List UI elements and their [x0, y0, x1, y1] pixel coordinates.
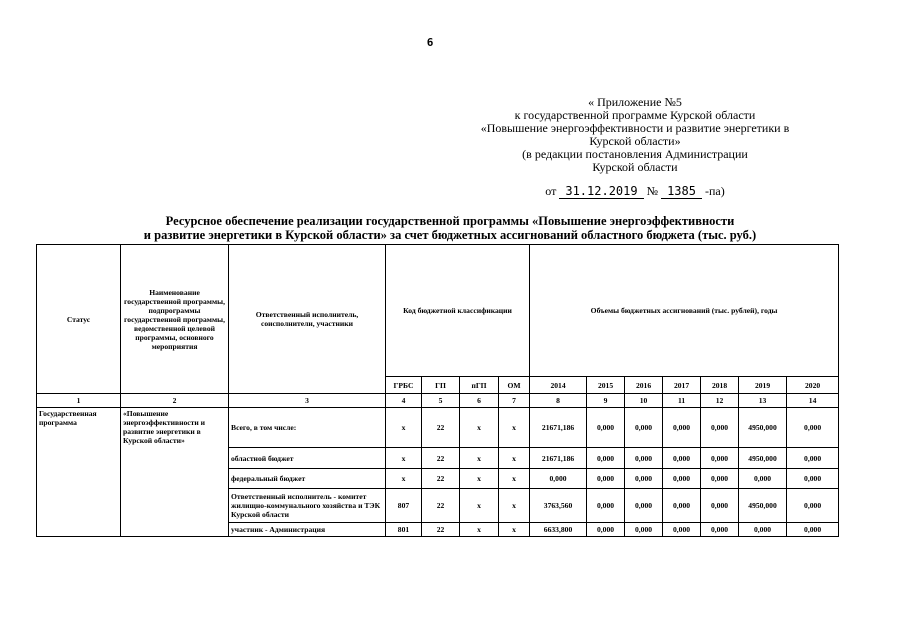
- header-volumes: Объемы бюджетных ассигнований (тыс. рублей), годы: [530, 245, 839, 377]
- value-cell: 0,000: [530, 469, 587, 489]
- value-cell: 0,000: [739, 523, 787, 537]
- appendix-line: к государственной программе Курской области: [514, 108, 756, 122]
- resolution-number: 1385: [661, 184, 702, 199]
- column-number: 8: [530, 394, 587, 408]
- column-number: 9: [587, 394, 625, 408]
- appendix-line: « Приложение №5: [588, 95, 682, 109]
- value-cell: 0,000: [701, 469, 739, 489]
- value-cell: 0,000: [701, 489, 739, 523]
- om-cell: x: [499, 489, 530, 523]
- resource-table: [36, 244, 839, 537]
- value-cell: 0,000: [787, 523, 839, 537]
- header-year: 2020: [787, 377, 839, 394]
- column-number: 14: [787, 394, 839, 408]
- pgp-cell: x: [460, 469, 499, 489]
- header-year: 2016: [625, 377, 663, 394]
- executor-cell: участник - Администрация: [229, 523, 386, 537]
- program-name-cell: «Повышение энергоэффективности и развитие энергетики в Курской области»: [121, 408, 229, 537]
- value-cell: 0,000: [701, 523, 739, 537]
- appendix-header: [470, 96, 800, 174]
- document-title: [60, 214, 840, 242]
- grbs-cell: x: [386, 469, 422, 489]
- appendix-line: Курской области»: [589, 134, 681, 148]
- value-cell: 0,000: [701, 408, 739, 448]
- value-cell: 4950,000: [739, 489, 787, 523]
- gp-cell: 22: [422, 489, 460, 523]
- grbs-cell: 801: [386, 523, 422, 537]
- resolution-date: 31.12.2019: [559, 184, 643, 199]
- header-pgp: пГП: [460, 377, 499, 394]
- value-cell: 0,000: [587, 448, 625, 469]
- value-cell: 0,000: [787, 448, 839, 469]
- grbs-cell: x: [386, 448, 422, 469]
- value-cell: 0,000: [787, 469, 839, 489]
- page-number: 6: [426, 36, 434, 49]
- value-cell: 21671,186: [530, 448, 587, 469]
- column-number: 5: [422, 394, 460, 408]
- appendix-line: (в редакции постановления Администрации: [522, 147, 748, 161]
- column-number: 4: [386, 394, 422, 408]
- value-cell: 4950,000: [739, 448, 787, 469]
- grbs-cell: x: [386, 408, 422, 448]
- grbs-cell: 807: [386, 489, 422, 523]
- pgp-cell: x: [460, 523, 499, 537]
- header-name: Наименование государственной программы, подпрограммы государственной программы, ведомственной целевой программы, основного мероприятия: [121, 245, 229, 394]
- column-number: 2: [121, 394, 229, 408]
- value-cell: 0,000: [587, 489, 625, 523]
- value-cell: 0,000: [663, 523, 701, 537]
- header-grbs: ГРБС: [386, 377, 422, 394]
- value-cell: 4950,000: [739, 408, 787, 448]
- header-gp: ГП: [422, 377, 460, 394]
- sig-suffix: -па): [704, 184, 725, 198]
- value-cell: 3763,560: [530, 489, 587, 523]
- column-number: 1: [37, 394, 121, 408]
- title-line-1: Ресурсное обеспечение реализации государственной программы «Повышение энергоэффективности: [165, 214, 735, 228]
- om-cell: x: [499, 408, 530, 448]
- column-number: 6: [460, 394, 499, 408]
- table-row: [37, 408, 839, 448]
- value-cell: 0,000: [625, 523, 663, 537]
- column-number: 13: [739, 394, 787, 408]
- resolution-reference: [470, 184, 800, 199]
- header-status: Статус: [37, 245, 121, 394]
- gp-cell: 22: [422, 469, 460, 489]
- header-executor: Ответственный исполнитель, соисполнители, участники: [229, 245, 386, 394]
- column-number: 3: [229, 394, 386, 408]
- header-year: 2018: [701, 377, 739, 394]
- column-number-row: [37, 394, 839, 408]
- pgp-cell: x: [460, 408, 499, 448]
- value-cell: 0,000: [587, 523, 625, 537]
- value-cell: 0,000: [701, 448, 739, 469]
- gp-cell: 22: [422, 523, 460, 537]
- value-cell: 0,000: [625, 469, 663, 489]
- appendix-line: «Повышение энергоэффективности и развитие энергетики в: [480, 121, 790, 135]
- title-line-2: и развитие энергетики в Курской области» за счет бюджетных ассигнований областного бюджета (тыс. руб.): [143, 228, 757, 242]
- value-cell: 0,000: [663, 448, 701, 469]
- om-cell: x: [499, 469, 530, 489]
- status-cell: Государственная программа: [37, 408, 121, 537]
- value-cell: 0,000: [625, 489, 663, 523]
- executor-cell: Ответственный исполнитель - комитет жилищно-коммунального хозяйства и ТЭК Курской области: [229, 489, 386, 523]
- sig-prefix: от: [545, 184, 557, 198]
- pgp-cell: x: [460, 489, 499, 523]
- value-cell: 0,000: [787, 489, 839, 523]
- value-cell: 0,000: [663, 408, 701, 448]
- value-cell: 0,000: [587, 408, 625, 448]
- executor-cell: федеральный бюджет: [229, 469, 386, 489]
- value-cell: 0,000: [663, 469, 701, 489]
- value-cell: 0,000: [739, 469, 787, 489]
- num-prefix: №: [646, 184, 659, 198]
- appendix-line: Курской области: [592, 160, 678, 174]
- executor-cell: Всего, в том числе:: [229, 408, 386, 448]
- pgp-cell: x: [460, 448, 499, 469]
- column-number: 12: [701, 394, 739, 408]
- header-year: 2019: [739, 377, 787, 394]
- header-year: 2014: [530, 377, 587, 394]
- gp-cell: 22: [422, 448, 460, 469]
- om-cell: x: [499, 448, 530, 469]
- value-cell: 0,000: [787, 408, 839, 448]
- column-number: 10: [625, 394, 663, 408]
- gp-cell: 22: [422, 408, 460, 448]
- value-cell: 21671,186: [530, 408, 587, 448]
- header-year: 2017: [663, 377, 701, 394]
- header-om: ОМ: [499, 377, 530, 394]
- header-code: Код бюджетной классификации: [386, 245, 530, 377]
- value-cell: 0,000: [587, 469, 625, 489]
- value-cell: 6633,800: [530, 523, 587, 537]
- value-cell: 0,000: [663, 489, 701, 523]
- om-cell: x: [499, 523, 530, 537]
- column-number: 7: [499, 394, 530, 408]
- header-year: 2015: [587, 377, 625, 394]
- value-cell: 0,000: [625, 448, 663, 469]
- column-number: 11: [663, 394, 701, 408]
- value-cell: 0,000: [625, 408, 663, 448]
- executor-cell: областной бюджет: [229, 448, 386, 469]
